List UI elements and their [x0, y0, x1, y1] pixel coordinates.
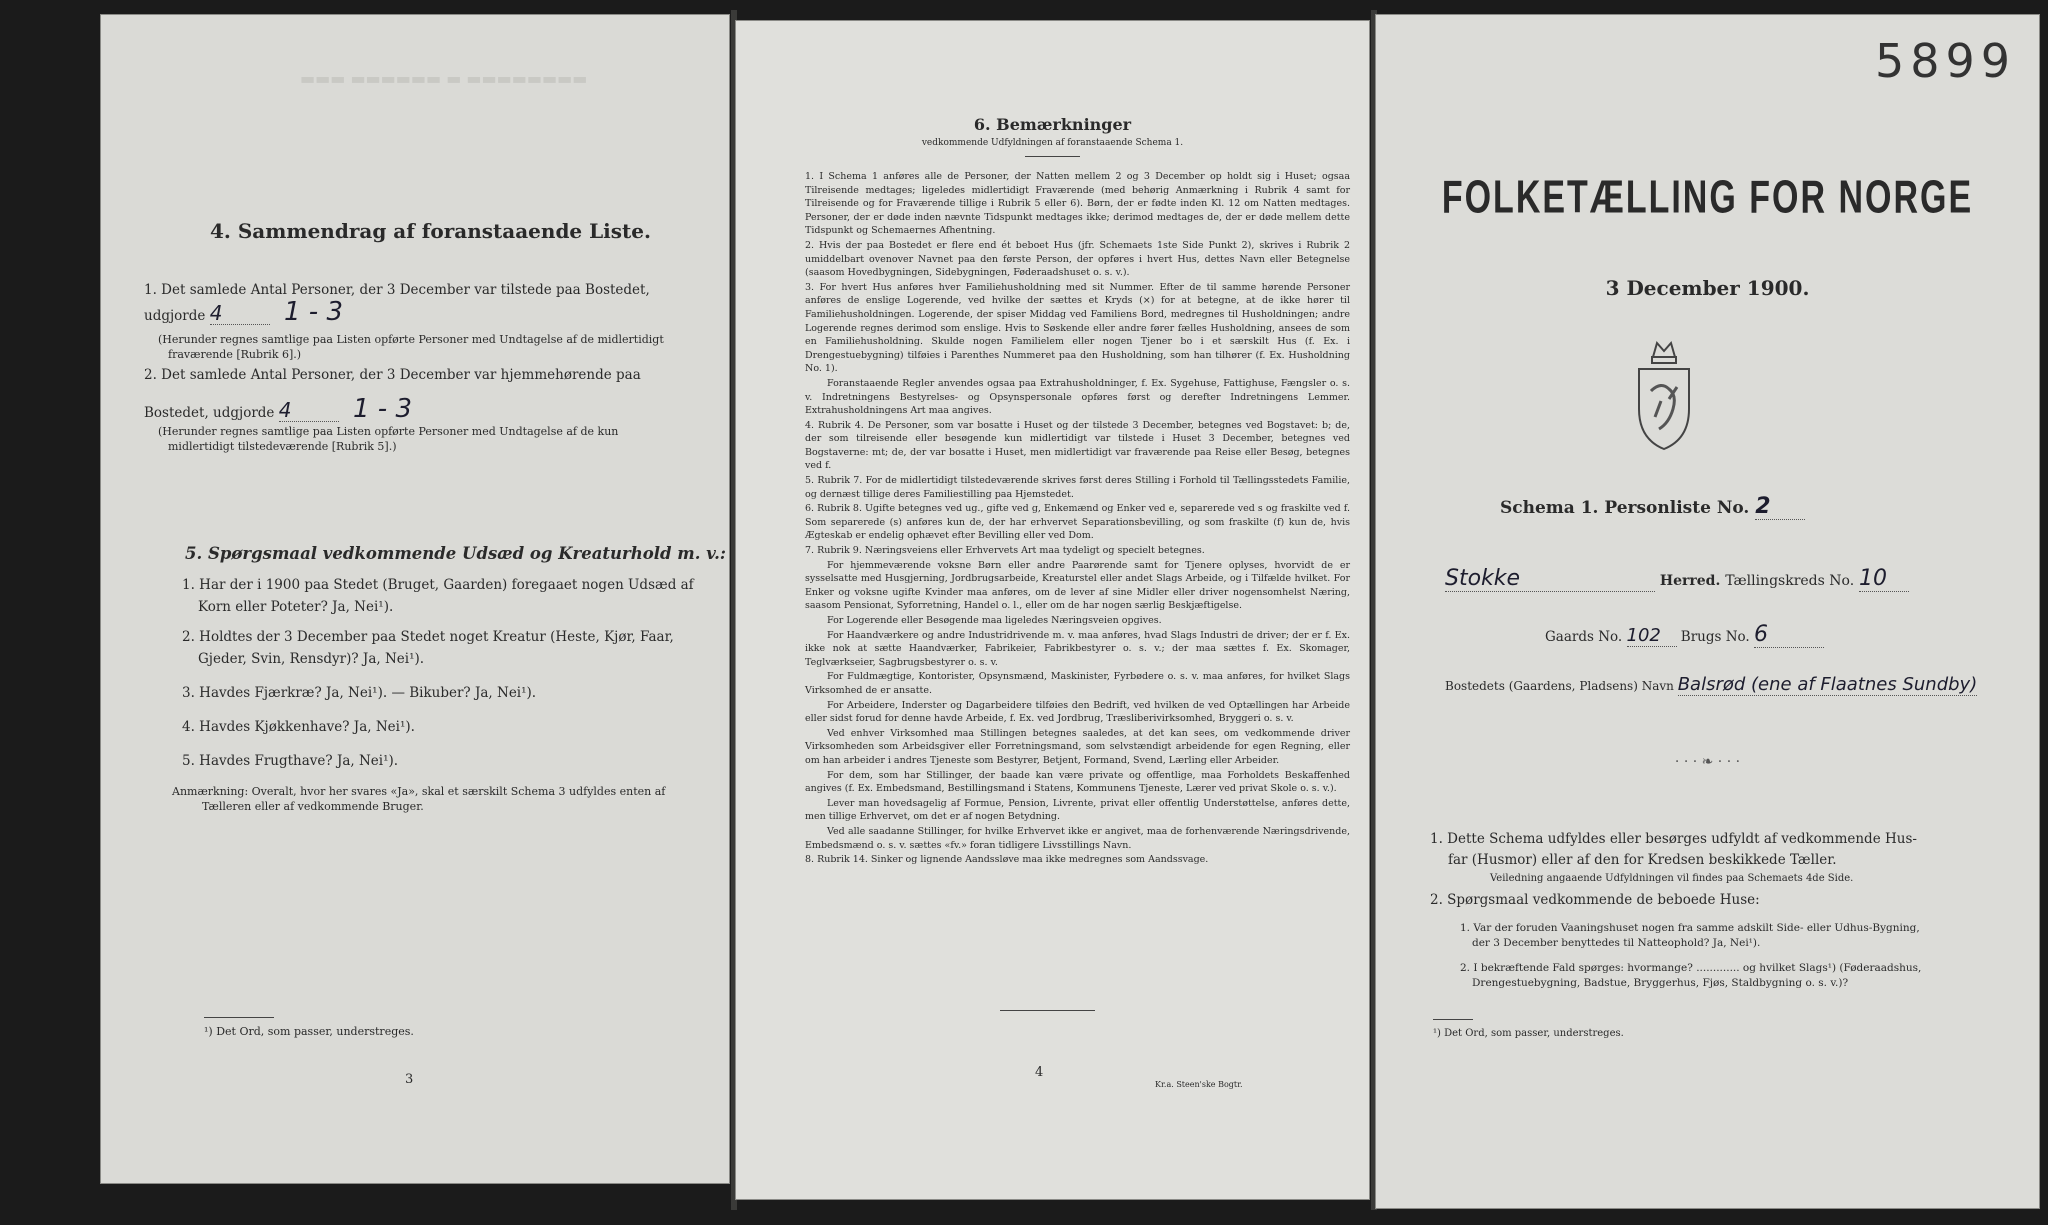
remark-line2: Tælleren eller af vedkommende Bruger.	[202, 800, 424, 813]
remark-paragraph: Ved alle saadanne Stillinger, for hvilke Erhvervet ikke er angivet, maa de forhenværende Næringsdrivende, Embedsmænd o. s. v. sættes «fv.» foran tidligere Livsstillings Navn.	[805, 825, 1350, 851]
q1-text	[144, 279, 704, 327]
instr2-q1	[1430, 921, 2020, 951]
q2-note-line1: (Herunder regnes samtlige paa Listen opførte Personer med Undtagelse af de kun	[158, 425, 619, 438]
remarks-title: 6. Bemærkninger	[973, 115, 1132, 134]
q1-prefix: udgjorde	[144, 308, 206, 324]
brugs-label: Brugs No.	[1680, 629, 1750, 645]
q1-count-value: 4	[210, 302, 270, 325]
gaards-label: Gaards No.	[1545, 629, 1623, 645]
q2-prefix: Bostedet, udgjorde	[144, 405, 275, 421]
q2-note-line2: midlertidigt tilstedeværende [Rubrik 5].)	[168, 440, 397, 453]
remark-paragraph: 2. Hvis der paa Bostedet er flere end ét beboet Hus (jfr. Schemaets 1ste Side Punkt 2), skrives i Rubrik 2 umiddelbart ovenover Navnet paa den første Person, der opføres i hvert Hus, dettes Navn eller Betegnelse (saasom Hovedbygningen, Sidebygningen, Føderaadshuset o. s. v.).	[805, 239, 1350, 279]
section4-title: 4. Sammendrag af foranstaaende Liste.	[210, 219, 651, 243]
remark-paragraph: 5. Rubrik 7. For de midlertidigt tilstedeværende skrives først deres Stilling i Forhold til Tællingsstedets Familie, og dernæst tillige deres Familiestilling paa Hjemstedet.	[805, 475, 1350, 500]
remark-paragraph: 7. Rubrik 9. Næringsveiens eller Erhvervets Art maa tydeligt og specielt betegnes.	[805, 545, 1205, 557]
instr1-note: Veiledning angaaende Udfyldningen vil findes paa Schemaets 4de Side.	[1490, 873, 1854, 884]
herred-label: Herred.	[1659, 573, 1721, 589]
remarks-subtitle: vedkommende Udfyldningen af foranstaaende Schema 1.	[921, 138, 1184, 148]
remark-paragraph: For Logerende eller Besøgende maa ligeledes Næringsveien opgives.	[827, 615, 1162, 626]
gaards-line	[1545, 622, 1824, 648]
herred-line	[1445, 566, 1909, 592]
remark-paragraph: 4. Rubrik 4. De Personer, som var bosatte i Huset og der tilstede 3 December, betegnes ved Bogstavet: b; de, der som tilreisende eller besøgende kun midlertidigt var tilstede i Huset 3 December, betegnes ved Bogstaverne: mt; de, der var bosatte i Huset, men midlertidigt var fraværende paa Reise eller Besøg, betegnes ved f.	[805, 419, 1350, 472]
archive-number: 5899	[1875, 34, 2017, 88]
remark-paragraph: Lever man hovedsagelig af Formue, Pension, Livrente, privat eller offentlig Understøttelse, anføres dette, men tillige Erhvervet, om det er af nogen Betydning.	[805, 797, 1350, 823]
instr2-q2-line2: Drengestuebygning, Badstue, Bryggerhus, Fjøs, Staldbygning o. s. v.)?	[1472, 977, 1849, 989]
bosted-line	[1445, 674, 1977, 696]
footnote: ¹) Det Ord, som passer, understreges.	[204, 1025, 414, 1038]
page-number: 3	[405, 1072, 414, 1087]
instr1-line1: 1. Dette Schema udfyldes eller besørges udfyldt af vedkommende Hus-	[1430, 831, 1917, 847]
census-title: FOLKETÆLLING FOR NORGE	[1441, 172, 1974, 224]
end-rule	[1000, 1010, 1095, 1011]
bosted-label: Bostedets (Gaardens, Pladsens) Navn	[1445, 679, 1674, 693]
coat-of-arms-icon	[1633, 339, 1695, 454]
q1-line2	[144, 297, 704, 327]
q1-note-line1: (Herunder regnes samtlige paa Listen opførte Personer med Undtagelse af de midlertidigt	[158, 333, 664, 346]
footnote: ¹) Det Ord, som passer, understreges.	[1433, 1028, 1624, 1039]
s5-q5: 5. Havdes Frugthave? Ja, Nei¹).	[182, 753, 399, 769]
remark-paragraph: For Arbeidere, Inderster og Dagarbeidere tilføies den Bedrift, ved hvilken de ved Optællingen har Arbeide eller sidst forud for denne havde Arbeide, f. Ex. ved Jordbrug, Træsliberivirksomhed, Bryggeri o. s. v.	[805, 699, 1350, 725]
remark-paragraph: For Haandværkere og andre Industridrivende m. v. maa anføres, hvad Slags Industri de driver; der er f. Ex. ikke nok at sætte Haandværker, Fabrikeier, Fabrikbestyrer o. s. v.; der maa sættes f. Ex. Skomager, Teglværkseier, Sagbrugsbestyrer o. s. v.	[805, 629, 1350, 668]
q2-line1: 2. Det samlede Antal Personer, der 3 December var hjemmehørende paa	[144, 367, 641, 383]
remark-paragraph: For dem, som har Stillinger, der baade kan være private og offentlige, maa Forholdets Beskaffenhed angives (f. Ex. Embedsmand, Bestillingsmand i Statens, Kommunens Tjeneste, Lærer ved privat Skole o. s. v.).	[805, 769, 1350, 795]
kreds-label: Tællingskreds No.	[1725, 573, 1855, 589]
instructions	[1430, 829, 2020, 991]
remark-paragraph: For Fuldmægtige, Kontorister, Opsynsmænd, Maskinister, Fyrbødere o. s. v. maa anføres, for hvilket Slags Virksomhed de er ansatte.	[805, 671, 1350, 696]
instr2: 2. Spørgsmaal vedkommende de beboede Huse:	[1430, 892, 1760, 908]
ornament-divider: · · · ❧ · · ·	[1674, 754, 1741, 770]
q1-line1: 1. Det samlede Antal Personer, der 3 December var tilstede paa Bostedet,	[144, 282, 650, 298]
s5-q4: 4. Havdes Kjøkkenhave? Ja, Nei¹).	[182, 719, 415, 735]
q2-count-value: 4	[279, 399, 339, 422]
kreds-value: 10	[1859, 566, 1909, 592]
remark	[172, 784, 712, 814]
instr2-q2	[1430, 961, 2020, 991]
right-page	[1375, 14, 2040, 1209]
herred-value: Stokke	[1445, 566, 1655, 592]
s5-q3: 3. Havdes Fjærkræ? Ja, Nei¹). — Bikuber? Ja, Nei¹).	[182, 685, 537, 701]
remark-paragraph: Ved enhver Virksomhed maa Stillingen betegnes saaledes, at det kan sees, om vedkommende driver Virksomheden som Arbeidsgiver eller Forretningsmand, som selvstændigt arbeidende for egen Regning, eller om han arbeider i andres Tjeneste som Bestyrer, Betjent, Formand, Svend, Lærling eller Arbeider.	[805, 727, 1350, 766]
q2-text	[144, 364, 704, 424]
remark-paragraph: 8. Rubrik 14. Sinker og lignende Aandssløve maa ikke medregnes som Aandssvage.	[805, 854, 1209, 866]
schema-line	[1500, 494, 1805, 520]
q1-range-value: 1 - 3	[283, 297, 343, 327]
bosted-value: Balsrød (ene af Flaatnes Sundby)	[1677, 674, 1978, 695]
schema-number: 2	[1755, 494, 1805, 520]
s5-q1-line1: 1. Har der i 1900 paa Stedet (Bruget, Gaarden) foregaaet nogen Udsæd af	[182, 577, 694, 593]
left-page	[100, 14, 730, 1184]
brugs-value: 6	[1754, 622, 1824, 648]
remark-paragraph: Foranstaaende Regler anvendes ogsaa paa Extrahusholdninger, f. Ex. Sygehuse, Fattighuse, Fængsler o. s. v. Indretningens Bestyrelses- og Opsynspersonale opføres først og derefter Indretningens Lemmer. Extrahusholdningens Art maa angives.	[805, 377, 1350, 417]
section5-questions	[182, 574, 702, 772]
remark-line1: Anmærkning: Overalt, hvor her svares «Ja», skal et særskilt Schema 3 udfyldes enten af	[172, 785, 666, 798]
footnote-rule	[204, 1017, 274, 1018]
q1-note-line2: fraværende [Rubrik 6].)	[168, 348, 302, 361]
s5-q1-line2: Korn eller Poteter? Ja, Nei¹).	[198, 599, 394, 615]
instr2-q1-line2: der 3 December benyttedes til Natteophold? Ja, Nei¹).	[1472, 937, 1761, 949]
remarks-body	[805, 170, 1350, 868]
instr2-q2-line1: 2. I bekræftende Fald spørges: hvormange? ............. og hvilket Slags¹) (Føderaadshus,	[1460, 962, 1922, 974]
title-rule	[1025, 156, 1080, 157]
remark-paragraph: 6. Rubrik 8. Ugifte betegnes ved ug., gifte ved g, Enkemænd og Enker ved e, separerede ved s og fraskilte ved f. Som separerede (s) anføres kun de, der har erhvervet Separationsbevilling, og som fraskilte (f) kun de, hvis Ægteskab er endelig ophævet efter Bevilling eller ved Dom.	[805, 503, 1350, 542]
q2-range-value: 1 - 3	[353, 394, 412, 424]
page-number: 4	[1035, 1065, 1044, 1080]
remark-paragraph: For hjemmeværende voksne Børn eller andre Paarørende samt for Tjenere oplyses, hvorvidt de er sysselsatte med Husgjerning, Jordbrugsarbeide, Kreaturstel eller andet Slags Arbeide, og i Tilfælde hvilket. For Enker og voksne ugifte Kvinder maa anføres, om de lever af sine Midler eller driver nogensomhelst Næring, saasom Pensionat, Syforretning, Handel o. l., eller om de har nogen særlig Beskjæftigelse.	[805, 559, 1350, 612]
schema-label: Schema 1. Personliste No.	[1500, 498, 1750, 518]
s5-q2-line2: Gjeder, Svin, Rensdyr)? Ja, Nei¹).	[198, 651, 425, 667]
bleed-through-text: ▬▬▬ ▬▬▬▬▬▬ ▬ ▬▬▬▬▬▬▬▬	[300, 69, 588, 88]
q1-note	[158, 332, 703, 362]
gaards-value: 102	[1627, 625, 1677, 647]
middle-page	[735, 20, 1370, 1200]
census-date: 3 December 1900.	[1605, 276, 1810, 300]
instr1-line2: far (Husmor) eller af den for Kredsen beskikkede Tæller.	[1448, 852, 1837, 868]
section5-title: 5. Spørgsmaal vedkommende Udsæd og Kreaturhold m. v.:	[185, 544, 727, 563]
instr2-q1-line1: 1. Var der foruden Vaaningshuset nogen fra samme adskilt Side- eller Udhus-Bygning,	[1460, 922, 1920, 934]
s5-q2-line1: 2. Holdtes der 3 December paa Stedet noget Kreatur (Heste, Kjør, Faar,	[182, 629, 674, 645]
printer-credit: Kr.a. Steen'ske Bogtr.	[1155, 1080, 1243, 1089]
remark-paragraph: 1. I Schema 1 anføres alle de Personer, der Natten mellem 2 og 3 December op holdt sig i Huset; ogsaa Tilreisende medtages; ligeledes midlertidigt Fraværende (med behørig Anmærkning i Rubrik 4 samt for Tilreisende og for Fraværende tillige i Rubrik 5 eller 6). Børn, der er fødte inden Kl. 12 om Natten medtages. Personer, der er døde inden nævnte Tidspunkt medtages ikke; derimod medtages de, der er døde mellem dette Tidspunkt og Schemaernes Afhentning.	[805, 171, 1350, 237]
q2-note	[158, 424, 703, 454]
remark-paragraph: 3. For hvert Hus anføres hver Familiehusholdning med sit Nummer. Efter de til samme hørende Personer anføres de enslige Logerende, ved hvilke der sættes et Kryds (×) for at betegne, at de ikke hører til Familiehusholdningen. Logerende, der spiser Middag ved Familiens Bord, medregnes til Husholdningen; andre Logerende regnes derimod som enslige. Hvis to Søskende eller andre fører fælles Husholdning, ansees de som en Familiehusholdning. Skulde nogen Familielem eller nogen Tjener bo i et særskilt Hus (f. Ex. i Drengestuebygning) tilføies i Parenthes Nummeret paa den Husholdning, som han tilhører (f. Ex. Husholdning No. 1).	[805, 281, 1350, 375]
q2-line2	[144, 394, 704, 424]
footnote-rule	[1433, 1019, 1473, 1020]
